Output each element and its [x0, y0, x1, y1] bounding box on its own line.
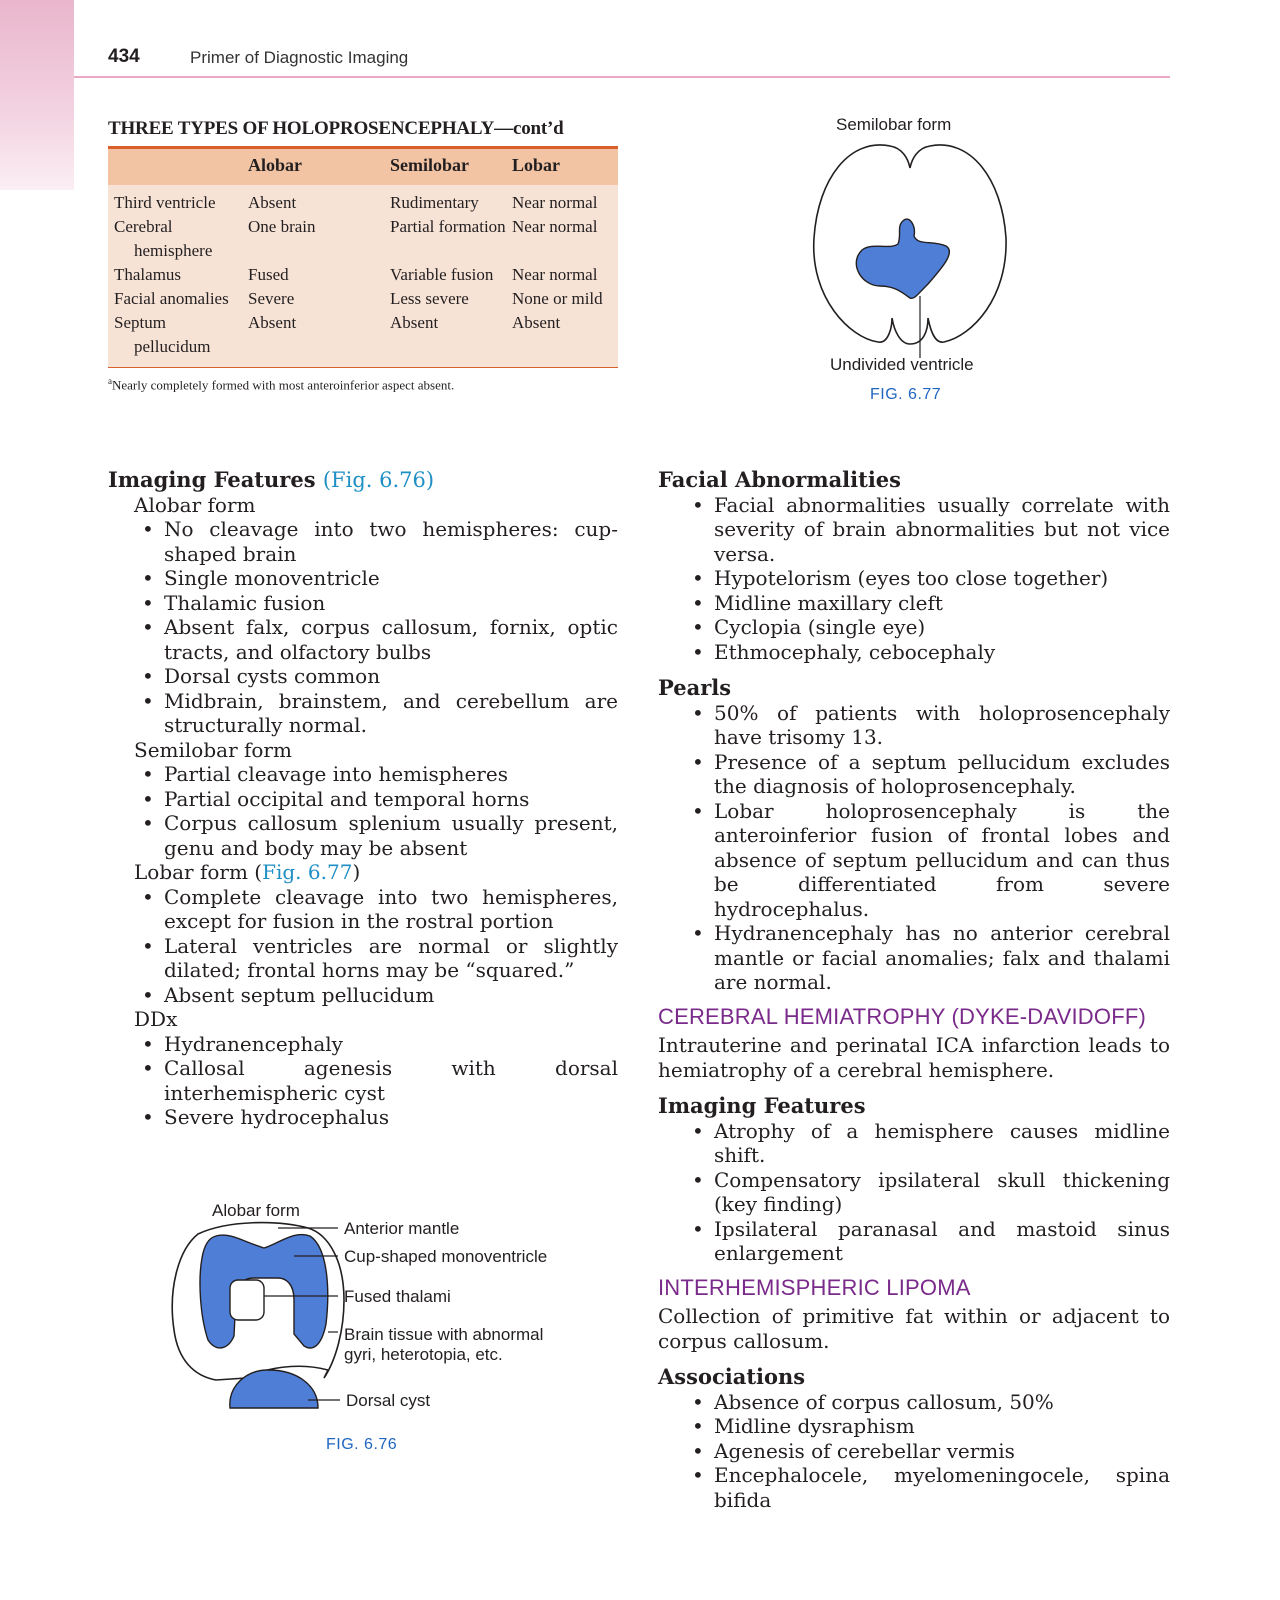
table-cell: Third ventricle — [114, 193, 216, 212]
fig-6-77-link[interactable]: Fig. 6.77 — [262, 860, 353, 884]
table-cell: Septum pellucidum — [114, 313, 211, 356]
list-item: • Corpus callosum splenium usually present, genu and body may be absent — [164, 811, 618, 860]
footnote-marker: a — [108, 376, 112, 386]
table-cell: Absent — [512, 313, 561, 332]
table-row — [108, 287, 618, 311]
alobar-list — [108, 517, 618, 738]
semilobar-label: Semilobar form — [134, 737, 292, 762]
list-item: • Lobar holoprosencephaly is the anteroinferior fusion of frontal lobes and absence of septum pellucidum and can thus be differentiated from severe hydrocephalus. — [714, 799, 1170, 922]
table-cell: Near normal — [512, 217, 598, 236]
list-item: • No cleavage into two hemispheres: cup-shaped brain — [164, 517, 618, 566]
list-item: • Compensatory ipsilateral skull thickening (key finding) — [714, 1168, 1170, 1217]
table-header-cell: Lobar — [512, 155, 561, 175]
imaging-heading: Imaging Features — [658, 1093, 866, 1118]
list-item: • Absent falx, corpus callosum, fornix, optic tracts, and olfactory bulbs — [164, 615, 618, 664]
fig-6-76-link[interactable]: Fig. 6.76 — [331, 468, 426, 492]
list-item: • Encephalocele, myelomeningocele, spina bifida — [714, 1463, 1170, 1512]
list-item: • Complete cleavage into two hemispheres, except for fusion in the rostral portion — [164, 885, 618, 934]
list-item: • Presence of a septum pellucidum excludes the diagnosis of holoprosencephaly. — [714, 750, 1170, 799]
list-item: • Hypotelorism (eyes too close together) — [714, 566, 1170, 591]
list-item: • Ipsilateral paranasal and mastoid sinus enlargement — [714, 1217, 1170, 1266]
fig76-label: Brain tissue with abnormal — [344, 1325, 544, 1344]
table-cell: Severe — [248, 289, 295, 308]
fig76-caption: FIG. 6.76 — [326, 1436, 398, 1453]
book-title: Primer of Diagnostic Imaging — [190, 48, 409, 67]
corner-tab — [0, 0, 74, 190]
spacer — [658, 664, 1170, 676]
fig77-caption: FIG. 6.77 — [870, 386, 942, 403]
table-cell: Near normal — [512, 193, 598, 212]
list-item: • Absent septum pellucidum — [164, 983, 618, 1008]
list-item: • Ethmocephaly, cebocephaly — [714, 640, 1170, 665]
list-item: • Thalamic fusion — [164, 591, 618, 616]
heading-text: Imaging Features — [108, 467, 316, 492]
table-header-row — [108, 149, 618, 185]
facial-list — [658, 493, 1170, 665]
imaging-list — [658, 1119, 1170, 1266]
right-column — [658, 468, 1170, 1512]
table-cell: Facial anomalies — [114, 289, 229, 308]
pearls-list — [658, 701, 1170, 995]
associations-list — [658, 1390, 1170, 1513]
table-cell: One brain — [248, 217, 316, 236]
list-item: • Agenesis of cerebellar vermis — [714, 1439, 1170, 1464]
fused-thalami — [230, 1280, 264, 1320]
alobar-label: Alobar form — [134, 492, 256, 517]
table-cell: Partial formation — [390, 217, 506, 236]
list-item: • Severe hydrocephalus — [164, 1105, 618, 1130]
figure-6-77 — [810, 108, 1010, 386]
list-item: • 50% of patients with holoprosencephaly have trisomy 13. — [714, 701, 1170, 750]
fig76-label: Cup-shaped monoventricle — [344, 1247, 548, 1266]
fig77-label-top: Semilobar form — [836, 115, 952, 134]
page-number: 434 — [108, 46, 140, 67]
holoprosencephaly-table — [108, 146, 618, 368]
pearls-heading: Pearls — [658, 675, 732, 700]
associations-heading: Associations — [658, 1364, 806, 1389]
ddx-list — [108, 1032, 618, 1130]
list-item: • Midline maxillary cleft — [714, 591, 1170, 616]
list-item: • Midline dysraphism — [714, 1414, 1170, 1439]
lobar-list — [108, 885, 618, 1008]
fig76-label: Dorsal cyst — [346, 1391, 431, 1410]
table-cell: Absent — [248, 193, 297, 212]
list-item: • Single monoventricle — [164, 566, 618, 591]
table-row — [108, 191, 618, 215]
fig76-label: gyri, heterotopia, etc. — [344, 1345, 503, 1364]
table-cell: Absent — [248, 313, 297, 332]
fig76-title: Alobar form — [212, 1201, 300, 1220]
table-row — [108, 311, 618, 359]
list-item: • Dorsal cysts common — [164, 664, 618, 689]
table-cell: Rudimentary — [390, 193, 479, 212]
list-item: • Absence of corpus callosum, 50% — [714, 1390, 1170, 1415]
table-cell: Fused — [248, 265, 289, 284]
list-item: • Atrophy of a hemisphere causes midline shift. — [714, 1119, 1170, 1168]
list-item: • Hydranencephaly has no anterior cerebral mantle or facial anomalies; falx and thalami are normal. — [714, 921, 1170, 995]
table-cell: Thalamus — [114, 265, 182, 284]
fig76-label: Anterior mantle — [344, 1219, 460, 1238]
table-cell: Variable fusion — [390, 265, 494, 284]
table-title: THREE TYPES OF HOLOPROSENCEPHALY—cont’d — [108, 118, 564, 139]
page-header — [108, 46, 1170, 76]
table-cell: Less severe — [390, 289, 469, 308]
table-body — [108, 185, 618, 367]
facial-heading: Facial Abnormalities — [658, 467, 901, 492]
figure-6-76 — [168, 1200, 588, 1440]
list-item: • Facial abnormalities usually correlate with severity of brain abnormalities but not vice versa. — [714, 493, 1170, 567]
table-cell: Absent — [390, 313, 439, 332]
lipoma-heading: INTERHEMISPHERIC LIPOMA — [658, 1274, 971, 1300]
header-rule — [74, 76, 1170, 78]
table-row — [108, 263, 618, 287]
list-item: • Partial cleavage into hemispheres — [164, 762, 618, 787]
lipoma-text: Collection of primitive fat within or adjacent to corpus callosum. — [658, 1304, 1170, 1353]
left-column — [108, 468, 618, 1130]
fig77-label-bottom: Undivided ventricle — [830, 355, 974, 374]
table-cell: Cerebral hemisphere — [114, 217, 213, 260]
semilobar-list — [108, 762, 618, 860]
table-header-cell: Semilobar — [390, 155, 469, 175]
list-item: • Cyclopia (single eye) — [714, 615, 1170, 640]
list-item: • Lateral ventricles are normal or slightly dilated; frontal horns may be “squared.” — [164, 934, 618, 983]
ddx-label: DDx — [134, 1007, 178, 1031]
footnote-text: Nearly completely formed with most anteroinferior aspect absent. — [112, 377, 455, 393]
list-item: • Partial occipital and temporal horns — [164, 787, 618, 812]
table-row — [108, 215, 618, 263]
list-item: • Callosal agenesis with dorsal interhemispheric cyst — [164, 1056, 618, 1105]
imaging-features-heading: Imaging Features (Fig. 6.76) — [108, 467, 435, 492]
table-footnote — [108, 376, 454, 393]
hemiatrophy-heading: CEREBRAL HEMIATROPHY (DYKE-DAVIDOFF) — [658, 1003, 1146, 1029]
fig76-label: Fused thalami — [344, 1287, 451, 1306]
list-item: • Hydranencephaly — [164, 1032, 618, 1057]
hemiatrophy-text: Intrauterine and perinatal ICA infarction leads to hemiatrophy of a cerebral hemisphere. — [658, 1033, 1170, 1082]
table-cell: Near normal — [512, 265, 598, 284]
list-item: • Midbrain, brainstem, and cerebellum are structurally normal. — [164, 689, 618, 738]
table-header-cell: Alobar — [248, 155, 302, 175]
lobar-label: Lobar form (Fig. 6.77) — [134, 860, 361, 884]
lobar-label-text: Lobar form — [134, 860, 248, 884]
table-cell: None or mild — [512, 289, 603, 308]
